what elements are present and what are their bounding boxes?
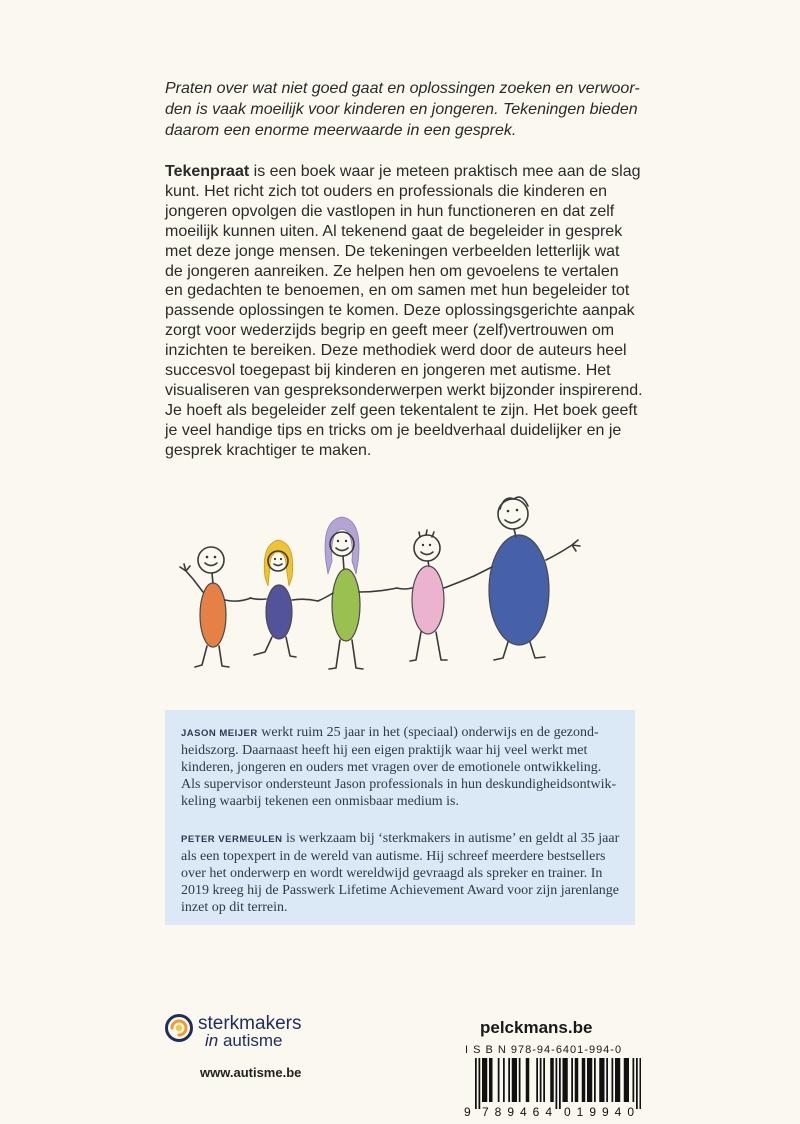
drawn-figure-pink [397, 530, 474, 661]
book-title: Tekenpraat [165, 163, 250, 180]
barcode-bar [606, 1058, 608, 1102]
description-line: met deze jonge mensen. De tekeningen verbeelden letterlijk wat [165, 242, 620, 260]
drawn-figure-orange [180, 547, 251, 667]
barcode-bar [475, 1058, 477, 1109]
barcode-digit-first: 9 [464, 1105, 471, 1119]
author-bio-text: werkt ruim 25 jaar in het (speciaal) onderwijs en de gezond- [261, 725, 599, 740]
barcode-bar [612, 1058, 614, 1102]
barcode-bar [571, 1058, 573, 1102]
drawn-figure-green [318, 517, 397, 669]
barcode-digits-left: 789464 [482, 1105, 552, 1119]
author-bio-line: Als supervisor ondersteunt Jason professionals in hun deskundigheidsontwik- [181, 777, 617, 792]
barcode-bars [475, 1058, 641, 1109]
drawn-figure-navy [250, 540, 318, 657]
intro-paragraph [165, 78, 645, 141]
barcode-bar [587, 1058, 592, 1102]
description-line: visualiseren van gespreksonderwerpen werkt bijzonder inspirerend. [165, 381, 643, 399]
author-bio-line [181, 830, 621, 848]
barcode-bar [536, 1058, 538, 1102]
description-line: de jongeren aanreiken. Ze helpen hen om gevoelens te vertalen [165, 262, 619, 280]
author-bio-line: als een topexpert in de wereld van autisme. Hij schreef meerdere bestsellers [181, 849, 606, 864]
description-line: en gedachten te benoemen, en om samen met hun begeleider tot [165, 282, 630, 300]
logo-wordmark: sterkmakers [198, 1013, 302, 1034]
barcode-bar [503, 1058, 505, 1102]
description-line: inzichten te bereiken. Deze methodiek werd door de auteurs heel [165, 342, 627, 360]
drawn-figure-blue [474, 497, 580, 660]
barcode-bar [482, 1058, 487, 1102]
description-line: passende oplossingen te komen. Deze oplossingsgerichte aanpak [165, 302, 635, 320]
author-bio-line [181, 724, 621, 742]
barcode-bar [489, 1058, 493, 1102]
author-bio [181, 830, 621, 916]
author-bio-line: keling waarbij tekenen een onmisbaar medium is. [181, 794, 459, 809]
description-line: gesprek krachtiger te maken. [165, 441, 372, 459]
barcode-bar [636, 1058, 638, 1109]
barcode-bar [582, 1058, 586, 1102]
website-link[interactable]: www.autisme.be [200, 1065, 302, 1080]
intro-line: den is vaak moeilijk voor kinderen en jongeren. Tekeningen bieden [165, 101, 638, 118]
publisher-website[interactable]: pelckmans.be [480, 1018, 593, 1037]
barcode-digits-right: 019940 [564, 1105, 634, 1119]
intro-line: daarom een enorme meerwaarde in een gesprek. [165, 122, 517, 139]
description-line: jongeren opvolgen die vastlopen in hun functioneren en dat zelf [165, 202, 615, 220]
description-line: Je hoeft als begeleider zelf geen tekentalent te zijn. Het boek geeft [165, 401, 638, 419]
barcode-bar [498, 1058, 500, 1102]
logo-subtitle-word: autisme [222, 1031, 283, 1050]
barcode-bar [615, 1058, 620, 1102]
barcode-bar [543, 1058, 545, 1102]
isbn-barcode [463, 1058, 641, 1120]
author-bio-line: kinderen, jongeren en ouders met vragen over de emotionele ontwikkeling. [181, 760, 602, 775]
barcode-bar [479, 1058, 481, 1109]
description-line: zorgt voor wederzijds begrip en geeft meer (zelf)vertrouwen om [165, 322, 615, 340]
intro-line: Praten over wat niet goed gaat en oplossingen zoeken en verwoor- [165, 80, 640, 97]
barcode-bar [624, 1058, 629, 1102]
author-name: PETER VERMEULEN [181, 834, 283, 845]
description-line-text: is een boek waar je meteen praktisch mee aan de slag [253, 163, 641, 180]
description-paragraph [165, 162, 655, 461]
description-line: moeilijk kunnen uiten. Al tekenend gaat de begeleider in gesprek [165, 222, 623, 240]
author-name: JASON MEIJER [181, 728, 258, 739]
barcode-bar [559, 1058, 561, 1109]
barcode-bar [526, 1058, 530, 1102]
author-bio-line: 2019 kreeg hij de Passwerk Lifetime Achievement Award voor zijn jarenlange [181, 883, 620, 898]
author-bio-text: is werkzaam bij ‘sterkmakers in autisme’ en geldt al 35 jaar [285, 831, 620, 846]
barcode-bar [563, 1058, 568, 1102]
author-bio [181, 724, 621, 810]
author-bio-line: inzet op dit terrein. [181, 900, 288, 915]
description-line [165, 162, 655, 182]
logo-subtitle-in: in [205, 1031, 219, 1050]
barcode-bar [599, 1058, 604, 1102]
barcode-bar [556, 1058, 558, 1109]
barcode-bar [550, 1058, 554, 1102]
description-line: je veel handige tips en tricks om je beeldverhaal duidelijker en je [165, 421, 622, 439]
barcode-bar [512, 1058, 517, 1102]
author-bio-box [165, 710, 635, 925]
author-bio-line: over het onderwerp en wordt wereldwijd gevraagd als spreker en trainer. In [181, 866, 603, 881]
isbn-label: I S B N 978-94-6401-994-0 [465, 1044, 623, 1056]
sterkmakers-swirl-icon [163, 1012, 195, 1044]
logo-subtitle [205, 1031, 283, 1051]
barcode-bar [594, 1058, 596, 1102]
barcode-bar [540, 1058, 542, 1102]
barcode-bar [575, 1058, 579, 1102]
author-bio-line: heidszorg. Daarnaast heeft hij een eigen praktijk waar hij veel werkt met [181, 743, 588, 758]
barcode-bar [633, 1058, 635, 1102]
barcode-bar [508, 1058, 510, 1102]
barcode-bar [640, 1058, 642, 1109]
description-line: succesvol toegepast bij kinderen en jongeren met autisme. Het [165, 362, 611, 380]
children-drawing [175, 490, 590, 675]
barcode-bar [519, 1058, 521, 1102]
description-line: kunt. Het richt zich tot ouders en professionals die kinderen en [165, 182, 608, 200]
